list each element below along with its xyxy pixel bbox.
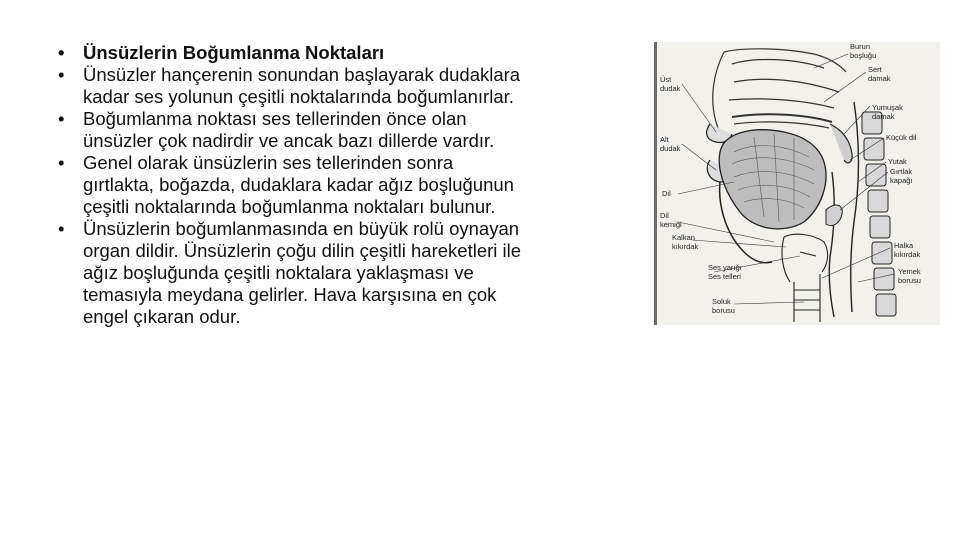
label-yumusak-damak-2: damak: [872, 112, 895, 121]
bullet-text: Ünsüzlerin Boğumlanma Noktaları: [83, 42, 385, 63]
label-burun-bosl-2: boşluğu: [850, 51, 877, 60]
bullet-text: Boğumlanma noktası ses tellerinden önce olan ünsüzler çok nadirdir ve ancak bazı dillerde vardır.: [83, 108, 495, 151]
label-girtlak-kapagi-2: kapağı: [890, 176, 913, 185]
bullet-marker: •: [58, 64, 65, 85]
label-ses-yarigi-1: Ses yarığı: [708, 263, 742, 272]
anatomy-illustration: [654, 42, 940, 325]
label-alt-dudak-1: Alt: [660, 135, 669, 144]
label-yemek-borusu-1: Yemek: [898, 267, 921, 276]
label-girtlak-kapagi-1: Gırtlak: [890, 167, 913, 176]
bullet-marker: •: [58, 218, 65, 239]
label-dil-kemigi-1: Dil: [660, 211, 669, 220]
label-kucuk-dil: Küçük dil: [886, 133, 917, 142]
label-ust-dudak-1: Üst: [660, 75, 672, 84]
label-kalkan-kikirdak-2: kıkırdak: [672, 242, 699, 251]
bullet-text: Ünsüzler hançerenin sonundan başlayarak dudaklara kadar ses yolunun çeşitli noktalarında boğumlanırlar.: [83, 64, 521, 107]
label-ust-dudak-2: dudak: [660, 84, 681, 93]
label-kalkan-kikirdak-1: Kalkan: [672, 233, 695, 242]
bullet-item: [58, 218, 528, 328]
label-ses-yarigi-2: Ses telleri: [708, 272, 741, 281]
label-yumusak-damak-1: Yumuşak: [872, 103, 903, 112]
bullet-item-title: [58, 42, 528, 64]
vocal-tract-anatomy-figure: [654, 42, 940, 325]
bullet-marker: •: [58, 42, 65, 63]
label-yutak: Yutak: [888, 157, 907, 166]
bullet-marker: •: [58, 108, 65, 129]
label-soluk-borusu-2: borusu: [712, 306, 735, 315]
bullet-marker: •: [58, 152, 65, 173]
label-dil: Dil: [662, 189, 671, 198]
label-sert-damak-2: damak: [868, 74, 891, 83]
bullet-item: [58, 108, 528, 152]
label-sert-damak-1: Sert: [868, 65, 882, 74]
label-halka-kikirdak-2: kıkırdak: [894, 250, 921, 259]
label-burun-bosl-1: Burun: [850, 42, 871, 51]
bullet-text: Genel olarak ünsüzlerin ses tellerinden sonra gırtlakta, boğazda, dudaklara kadar ağız boşluğunun çeşitli noktalarında boğumlanma noktaları bulunur.: [83, 152, 514, 217]
label-soluk-borusu-1: Soluk: [712, 297, 731, 306]
bullet-item: [58, 64, 528, 108]
figure-left-edge: [654, 42, 657, 325]
bullet-item: [58, 152, 528, 218]
label-halka-kikirdak-1: Halka: [894, 241, 914, 250]
label-yemek-borusu-2: borusu: [898, 276, 921, 285]
bullet-list: [58, 42, 528, 328]
bullet-text: Ünsüzlerin boğumlanmasında en büyük rolü oynayan organ dildir. Ünsüzlerin çoğu dilin çeşitli hareketleri ile ağız boşluğunda çeşitli noktalara yaklaşması ve temasıyla meydana gelirler. Hava karşısına en çok engel çıkaran odur.: [83, 218, 522, 327]
label-dil-kemigi-2: kemiği: [660, 220, 682, 229]
label-alt-dudak-2: dudak: [660, 144, 681, 153]
